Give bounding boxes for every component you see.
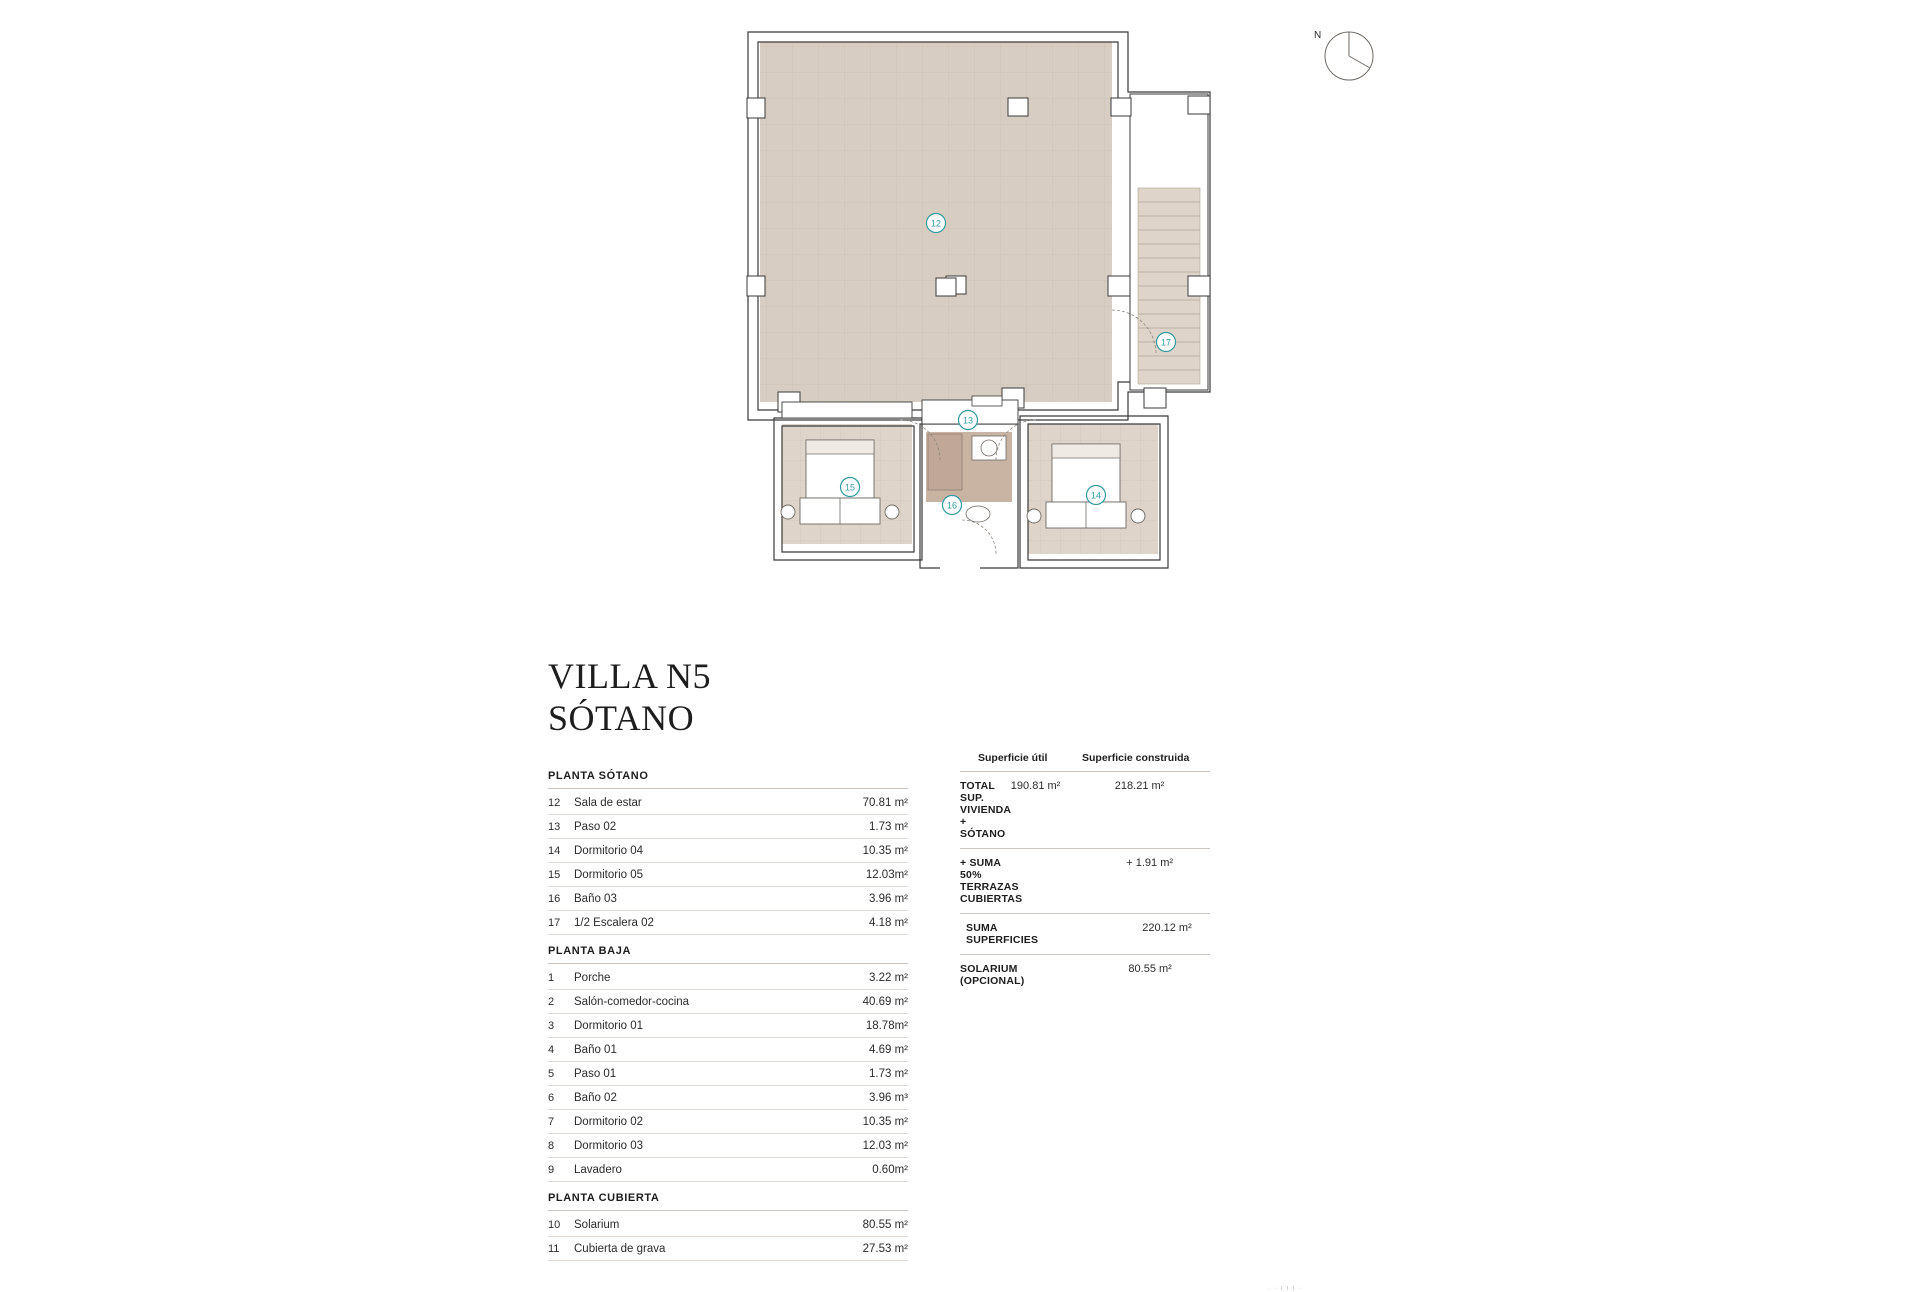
legend-num: 16 bbox=[548, 892, 561, 905]
table-row bbox=[960, 954, 1210, 995]
legend-name: 1/2 Escalera 02 bbox=[574, 916, 654, 929]
title-line-1: VILLA N5 bbox=[548, 656, 711, 696]
legend-name: Paso 01 bbox=[574, 1067, 617, 1080]
list-item bbox=[548, 1038, 908, 1062]
summary-label: TOTAL SUP. VIVIENDA + SÓTANO bbox=[960, 780, 1011, 840]
legend-area: 4.69 m² bbox=[869, 1043, 908, 1056]
legend-num: 14 bbox=[548, 844, 561, 857]
svg-text:15: 15 bbox=[844, 482, 856, 493]
legend-area: 12.03m² bbox=[865, 868, 908, 881]
legend-area: 0.60m² bbox=[872, 1163, 908, 1176]
marker-13[interactable] bbox=[959, 411, 978, 430]
legend-section-title-baja: PLANTA BAJA bbox=[548, 935, 908, 964]
list-item bbox=[548, 1158, 908, 1182]
legend-num: 3 bbox=[548, 1019, 555, 1032]
legend-num: 7 bbox=[548, 1115, 555, 1128]
legend-area: 3.96 m² bbox=[869, 892, 908, 905]
legend-num: 13 bbox=[548, 820, 561, 833]
legend bbox=[548, 760, 908, 1261]
footer-mark: · · ı ı ı · bbox=[1268, 1285, 1302, 1292]
marker-15[interactable] bbox=[841, 478, 860, 497]
legend-name: Baño 03 bbox=[574, 892, 617, 905]
marker-16[interactable] bbox=[943, 496, 962, 515]
legend-num: 17 bbox=[548, 916, 561, 929]
table-row bbox=[960, 848, 1210, 913]
legend-name: Dormitorio 05 bbox=[574, 868, 644, 881]
summary-value-construida: 218.21 m² bbox=[1114, 780, 1165, 792]
list-item bbox=[548, 1110, 908, 1134]
marker-14[interactable] bbox=[1087, 486, 1106, 505]
table-row bbox=[960, 913, 1210, 954]
legend-area: 3.22 m² bbox=[869, 971, 908, 984]
legend-area: 1.73 m² bbox=[869, 820, 908, 833]
legend-area: 27.53 m² bbox=[862, 1242, 908, 1255]
summary-label: + SUMA 50% TERRAZAS CUBIERTAS bbox=[960, 857, 1023, 905]
list-item bbox=[548, 791, 908, 815]
north-compass bbox=[1305, 22, 1415, 102]
summary-col-construida: Superficie construida bbox=[1082, 752, 1190, 764]
surface-summary-table bbox=[960, 752, 1210, 995]
floor-plan bbox=[740, 20, 1400, 680]
legend-num: 6 bbox=[548, 1091, 555, 1104]
list-item bbox=[548, 1014, 908, 1038]
list-item bbox=[548, 839, 908, 863]
legend-num: 1 bbox=[548, 971, 555, 984]
table-row bbox=[960, 771, 1210, 848]
legend-num: 5 bbox=[548, 1067, 555, 1080]
legend-name: Dormitorio 04 bbox=[574, 844, 644, 857]
legend-num: 10 bbox=[548, 1218, 561, 1231]
summary-value-construida: 220.12 m² bbox=[1142, 922, 1192, 934]
legend-name: Dormitorio 02 bbox=[574, 1115, 644, 1128]
summary-header bbox=[960, 752, 1210, 771]
legend-area: 10.35 m² bbox=[862, 1115, 908, 1128]
list-item bbox=[548, 1086, 908, 1110]
legend-name: Lavadero bbox=[574, 1163, 622, 1176]
compass-label: N bbox=[1314, 30, 1322, 41]
legend-area: 40.69 m² bbox=[862, 995, 908, 1008]
summary-label: SUMA SUPERFICIES bbox=[966, 922, 1039, 946]
legend-area: 3.96 m³ bbox=[869, 1091, 908, 1104]
svg-text:16: 16 bbox=[946, 500, 958, 511]
summary-label: SOLARIUM (OPCIONAL) bbox=[960, 963, 1025, 987]
marker-17[interactable] bbox=[1157, 333, 1176, 352]
legend-name: Solarium bbox=[574, 1218, 620, 1231]
legend-area: 10.35 m² bbox=[862, 844, 908, 857]
legend-num: 11 bbox=[548, 1242, 560, 1255]
legend-num: 12 bbox=[548, 796, 561, 809]
legend-name: Sala de estar bbox=[574, 796, 642, 809]
legend-area: 1.73 m² bbox=[869, 1067, 908, 1080]
list-item bbox=[548, 1062, 908, 1086]
list-item bbox=[548, 1213, 908, 1237]
legend-area: 70.81 m² bbox=[862, 796, 908, 809]
legend-name: Dormitorio 01 bbox=[574, 1019, 644, 1032]
summary-value-util: 190.81 m² bbox=[1010, 780, 1061, 792]
list-item bbox=[548, 1237, 908, 1261]
legend-name: Salón-comedor-cocina bbox=[574, 995, 690, 1008]
legend-num: 8 bbox=[548, 1139, 555, 1152]
legend-num: 4 bbox=[548, 1043, 555, 1056]
legend-area: 12.03 m² bbox=[862, 1139, 908, 1152]
legend-name: Paso 02 bbox=[574, 820, 617, 833]
svg-text:14: 14 bbox=[1090, 490, 1102, 501]
list-item bbox=[548, 815, 908, 839]
legend-name: Baño 02 bbox=[574, 1091, 617, 1104]
legend-num: 15 bbox=[548, 868, 561, 881]
legend-num: 9 bbox=[548, 1163, 555, 1176]
legend-section-title-cubierta: PLANTA CUBIERTA bbox=[548, 1182, 908, 1211]
svg-text:12: 12 bbox=[930, 218, 942, 229]
summary-value-construida: 80.55 m² bbox=[1128, 963, 1172, 975]
legend-name: Porche bbox=[574, 971, 611, 984]
legend-name: Dormitorio 03 bbox=[574, 1139, 644, 1152]
svg-text:13: 13 bbox=[962, 415, 974, 426]
summary-col-util: Superficie útil bbox=[978, 752, 1048, 764]
list-item bbox=[548, 990, 908, 1014]
marker-12[interactable] bbox=[927, 214, 946, 233]
legend-area: 80.55 m² bbox=[862, 1218, 908, 1231]
list-item bbox=[548, 1134, 908, 1158]
legend-name: Cubierta de grava bbox=[574, 1242, 666, 1255]
title-line-2: SÓTANO bbox=[548, 698, 695, 739]
summary-value-construida: + 1.91 m² bbox=[1126, 857, 1174, 869]
page-title bbox=[548, 655, 968, 740]
svg-text:17: 17 bbox=[1160, 337, 1172, 348]
legend-num: 2 bbox=[548, 995, 555, 1008]
list-item bbox=[548, 911, 908, 935]
legend-area: 4.18 m² bbox=[869, 916, 908, 929]
legend-section-title-sotano: PLANTA SÓTANO bbox=[548, 760, 908, 789]
legend-name: Baño 01 bbox=[574, 1043, 617, 1056]
legend-area: 18.78m² bbox=[865, 1019, 908, 1032]
list-item bbox=[548, 966, 908, 990]
list-item bbox=[548, 887, 908, 911]
list-item bbox=[548, 863, 908, 887]
